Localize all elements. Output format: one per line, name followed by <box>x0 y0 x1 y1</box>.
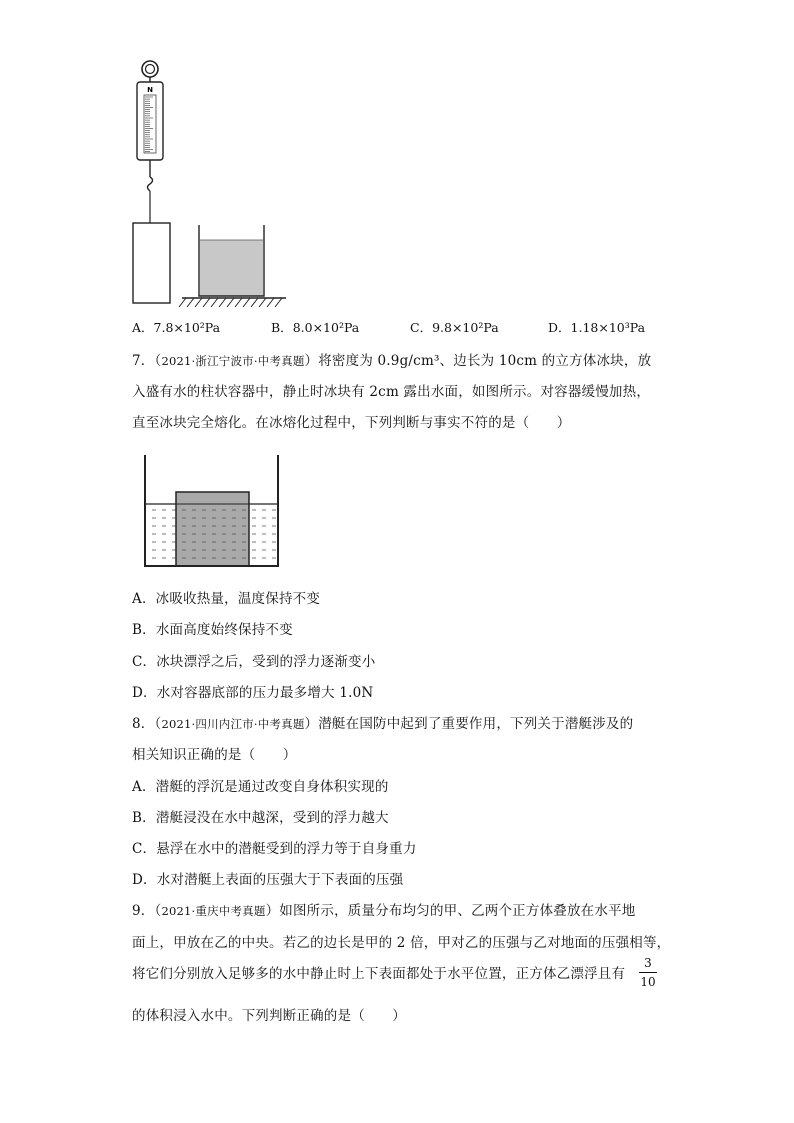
q9-source: 2021·重庆中考真题 <box>161 904 266 918</box>
q7-stem-line2: 入盛有水的柱状容器中，静止时冰块有 2cm 露出水面，如图所示。对容器缓慢加热， <box>132 384 651 400</box>
q7-option-c: C．冰块漂浮之后，受到的浮力逐渐变小 <box>132 654 376 670</box>
q6-option-b: B．8.0×10²Pa <box>271 320 360 335</box>
q6-option-c: C．9.8×10²Pa <box>410 320 499 335</box>
q6-option-a: A．7.8×10²Pa <box>132 320 221 335</box>
q8-option-b: B．潜艇浸没在水中越深，受到的浮力越大 <box>132 810 389 826</box>
fraction-numerator: 3 <box>644 956 652 970</box>
q7-stem-line1: 7．（2021·浙江宁波市·中考真题）将密度为 0.9g/cm³、边长为 10cm 的立方体冰块，放 <box>132 353 652 369</box>
q8-stem-line1: 8．（2021·四川内江市·中考真题）潜艇在国防中起到了重要作用，下列关于潜艇涉及的 <box>132 716 634 732</box>
q7-source: 2021·浙江宁波市·中考真题 <box>161 354 305 368</box>
q8-option-a: A．潜艇的浮沉是通过改变自身体积实现的 <box>132 779 389 795</box>
q9-fraction <box>637 956 659 989</box>
q8-source: 2021·四川内江市·中考真题 <box>161 717 305 731</box>
q7-option-a: A．冰吸收热量，温度保持不变 <box>132 591 321 607</box>
scale-unit-label: N <box>147 86 153 94</box>
q9-stem-line4: 的体积浸入水中。下列判断正确的是（ ） <box>132 1008 406 1024</box>
q9-stem-line1: 9．（2021·重庆中考真题）如图所示，质量分布均匀的甲、乙两个正方体叠放在水平地 <box>132 903 636 919</box>
q9-stem-line3: 将它们分别放入足够多的水中静止时上下表面都处于水平位置，正方体乙漂浮且有 <box>132 966 626 982</box>
ice-container-figure <box>140 450 285 570</box>
q7-option-b: B．水面高度始终保持不变 <box>132 622 293 638</box>
q7-option-d: D．水对容器底部的压力最多增大 1.0N <box>132 685 374 701</box>
fraction-denominator: 10 <box>640 975 656 989</box>
q8-option-d: D．水对潜艇上表面的压强大于下表面的压强 <box>132 872 404 888</box>
q9-stem-line2: 面上，甲放在乙的中央。若乙的边长是甲的 2 倍，甲对乙的压强与乙对地面的压强相等， <box>132 935 671 951</box>
spring-scale-figure <box>120 55 300 310</box>
q7-stem-line3: 直至冰块完全熔化。在冰熔化过程中，下列判断与事实不符的是（ ） <box>132 415 571 431</box>
q8-stem-line2: 相关知识正确的是（ ） <box>132 747 297 763</box>
q8-option-c: C．悬浮在水中的潜艇受到的浮力等于自身重力 <box>132 841 417 857</box>
q6-option-d: D．1.18×10³Pa <box>548 320 646 335</box>
